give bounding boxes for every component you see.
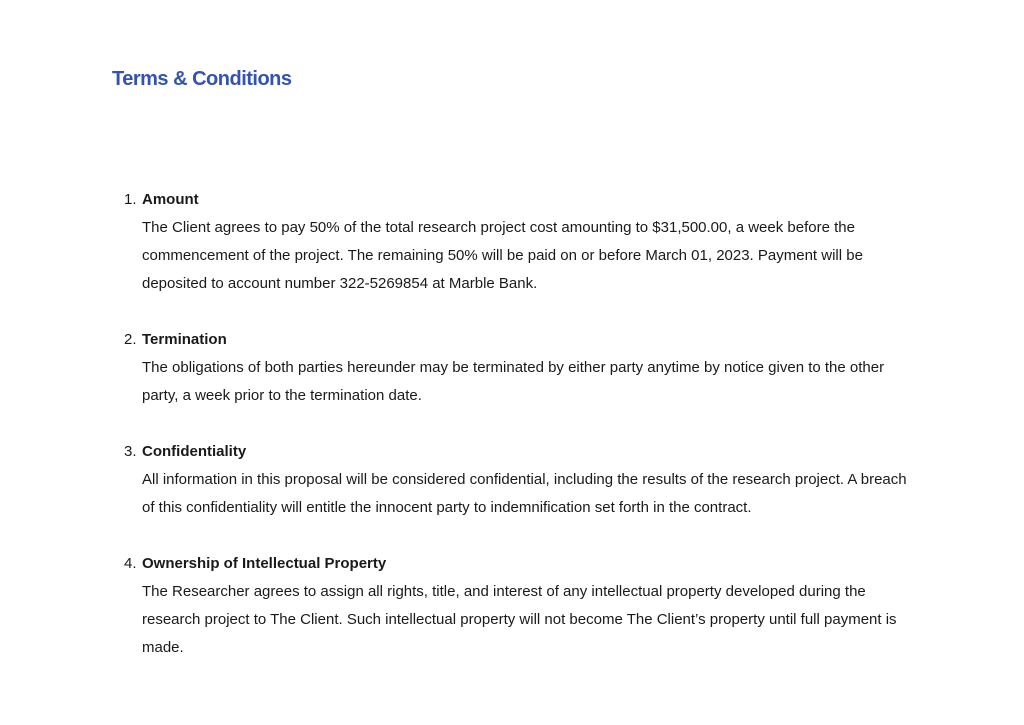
term-item-confidentiality <box>112 438 922 522</box>
item-body: The Client agrees to pay 50% of the total research project cost amounting to $31,500.00, a week before the commencement of the project. The remaining 50% will be paid on or before March 01, 2023. Payment will be deposited to account number 322-5269854 at Marble Bank. <box>142 219 863 292</box>
page-title: Terms & Conditions <box>112 68 292 90</box>
term-item-ownership <box>112 550 922 662</box>
term-item-termination <box>112 326 922 410</box>
item-heading: Termination <box>142 331 227 348</box>
item-heading: Confidentiality <box>142 443 247 460</box>
item-number: 1. <box>124 191 137 208</box>
item-body: The obligations of both parties hereunder may be terminated by either party anytime by notice given to the other party, a week prior to the termination date. <box>142 359 885 404</box>
item-body: All information in this proposal will be considered confidential, including the results of the research project. A breach of this confidentiality will entitle the innocent party to indemnification set forth in the contract. <box>142 471 907 516</box>
terms-list <box>112 186 922 690</box>
term-item-amount <box>112 186 922 298</box>
item-body: The Researcher agrees to assign all rights, title, and interest of any intellectual property developed during the research project to The Client. Such intellectual property will not become The Client’s property until full payment is made. <box>142 583 897 656</box>
item-heading: Ownership of Intellectual Property <box>142 555 387 572</box>
item-number: 4. <box>124 555 137 572</box>
item-number: 3. <box>124 443 137 460</box>
item-heading: Amount <box>142 191 199 208</box>
item-number: 2. <box>124 331 137 348</box>
